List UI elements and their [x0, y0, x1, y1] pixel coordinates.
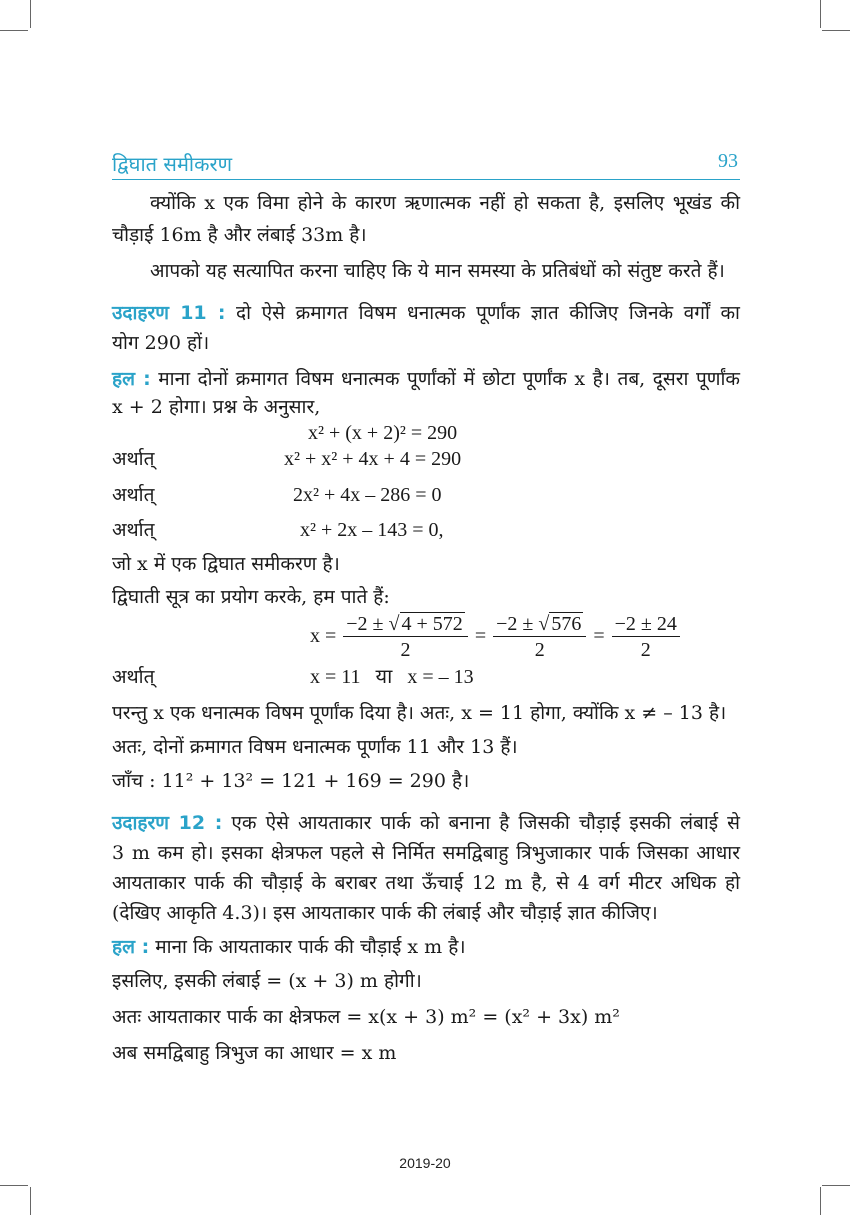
- check-line: जाँच : 11² + 13² = 121 + 169 = 290 है।: [112, 770, 470, 792]
- example-text: दो ऐसे क्रमागत विषम धनात्मक पूर्णांक ज्ञात कीजिए जिनके वर्गों का: [225, 302, 740, 324]
- example-11-line: योग 290 हों।: [112, 332, 210, 354]
- solution-line: जो x में एक द्विघात समीकरण है।: [112, 553, 340, 575]
- arthat-label: अर्थात्: [112, 448, 155, 470]
- paragraph-line: आपको यह सत्यापित करना चाहिए कि ये मान समस्या के प्रतिबंधों को संतुष्ट करते हैं।: [150, 260, 725, 282]
- denominator: 2: [640, 639, 651, 661]
- crop-mark: [0, 30, 28, 31]
- paragraph-line: चौड़ाई 16m है और लंबाई 33m है।: [112, 224, 367, 246]
- page-number: 93: [718, 150, 738, 172]
- radicand: 576: [551, 613, 582, 635]
- example-text: एक ऐसे आयताकार पार्क को बनाना है जिसकी चौड़ाई इसकी लंबाई से: [222, 812, 740, 834]
- crop-mark: [30, 0, 31, 28]
- solution-line: अब समद्विबाहु त्रिभुज का आधार = x m: [112, 1042, 397, 1064]
- arthat-label: अर्थात्: [112, 484, 155, 506]
- paragraph-line: क्योंकि x एक विमा होने के कारण ऋणात्मक नहीं हो सकता है, इसलिए भूखंड की: [150, 192, 740, 214]
- crop-mark: [822, 30, 850, 31]
- example-label: उदाहरण 11 :: [112, 302, 226, 324]
- arthat-label: अर्थात्: [112, 666, 155, 688]
- formula-lhs: x =: [310, 625, 337, 648]
- example-11-line: [112, 300, 740, 326]
- radicand: 4 + 572: [401, 613, 463, 635]
- example-12-line: आयताकार पार्क की चौड़ाई के बराबर तथा ऊँचाई 12 m है, से 4 वर्ग मीटर अधिक हो: [112, 872, 740, 894]
- solution-text: माना कि आयताकार पार्क की चौड़ाई x m है।: [149, 936, 466, 958]
- chapter-title: द्विघात समीकरण: [112, 152, 233, 176]
- example-label: उदाहरण 12 :: [112, 812, 223, 834]
- solution-text: माना दोनों क्रमागत विषम धनात्मक पूर्णांकों में छोटा पूर्णांक x है। तब, दूसरा पूर्णांक: [150, 368, 741, 390]
- equation: x² + (x + 2)² = 290: [308, 422, 458, 444]
- equation: 2x² + 4x – 286 = 0: [293, 484, 442, 506]
- crop-mark: [820, 0, 821, 28]
- denominator: 2: [534, 639, 545, 661]
- solution-label: हल :: [112, 936, 150, 958]
- header-rule: [112, 179, 740, 180]
- solution-label: हल :: [112, 368, 151, 390]
- equation: x² + x² + 4x + 4 = 290: [284, 448, 462, 470]
- fraction: [612, 612, 680, 663]
- crop-mark: [0, 1185, 28, 1186]
- solution-line: इसलिए, इसकी लंबाई = (x + 3) m होगी।: [112, 970, 422, 992]
- solution-line: अतः आयताकार पार्क का क्षेत्रफल = x(x + 3) m² = (x² + 3x) m²: [112, 1006, 620, 1028]
- crop-mark: [822, 1185, 850, 1186]
- example-12-line: (देखिए आकृति 4.3)। इस आयताकार पार्क की लंबाई और चौड़ाई ज्ञात कीजिए।: [112, 902, 658, 924]
- equals: =: [474, 625, 487, 648]
- roots: x = 11 या x = – 13: [310, 666, 474, 688]
- numerator: −2 ±: [346, 613, 389, 635]
- fraction: $\frac{-2 \pm √ 4 + 572}{2}$: [343, 612, 468, 663]
- solution-line: परन्तु x एक धनात्मक विषम पूर्णांक दिया है। अतः, x = 11 होगा, क्योंकि x ≠ – 13 है।: [112, 702, 727, 724]
- solution-line: [112, 366, 740, 392]
- denominator: 2: [400, 639, 411, 661]
- crop-mark: [30, 1187, 31, 1215]
- arthat-label: अर्थात्: [112, 519, 155, 541]
- example-12-line: 3 m कम हो। इसका क्षेत्रफल पहले से निर्मित समद्विबाहु त्रिभुजाकार पार्क जिसका आधार: [112, 842, 740, 864]
- example-12-line: [112, 810, 740, 836]
- solution-line: द्विघाती सूत्र का प्रयोग करके, हम पाते हैं:: [112, 586, 390, 608]
- crop-mark: [820, 1187, 821, 1215]
- quadratic-formula: [310, 612, 682, 663]
- footer-year: 2019-20: [399, 1155, 451, 1171]
- numerator: −2 ± 24: [612, 612, 680, 637]
- solution-line: x + 2 होगा। प्रश्न के अनुसार,: [112, 396, 321, 418]
- equation: x² + 2x – 143 = 0,: [300, 519, 444, 541]
- numerator: −2 ±: [496, 613, 539, 635]
- solution-line: [112, 934, 740, 960]
- solution-line: अतः, दोनों क्रमागत विषम धनात्मक पूर्णांक 11 और 13 हैं।: [112, 736, 518, 758]
- equals: =: [593, 625, 605, 648]
- fraction: $\frac{-2 \pm √ 576}{2}$: [493, 612, 586, 663]
